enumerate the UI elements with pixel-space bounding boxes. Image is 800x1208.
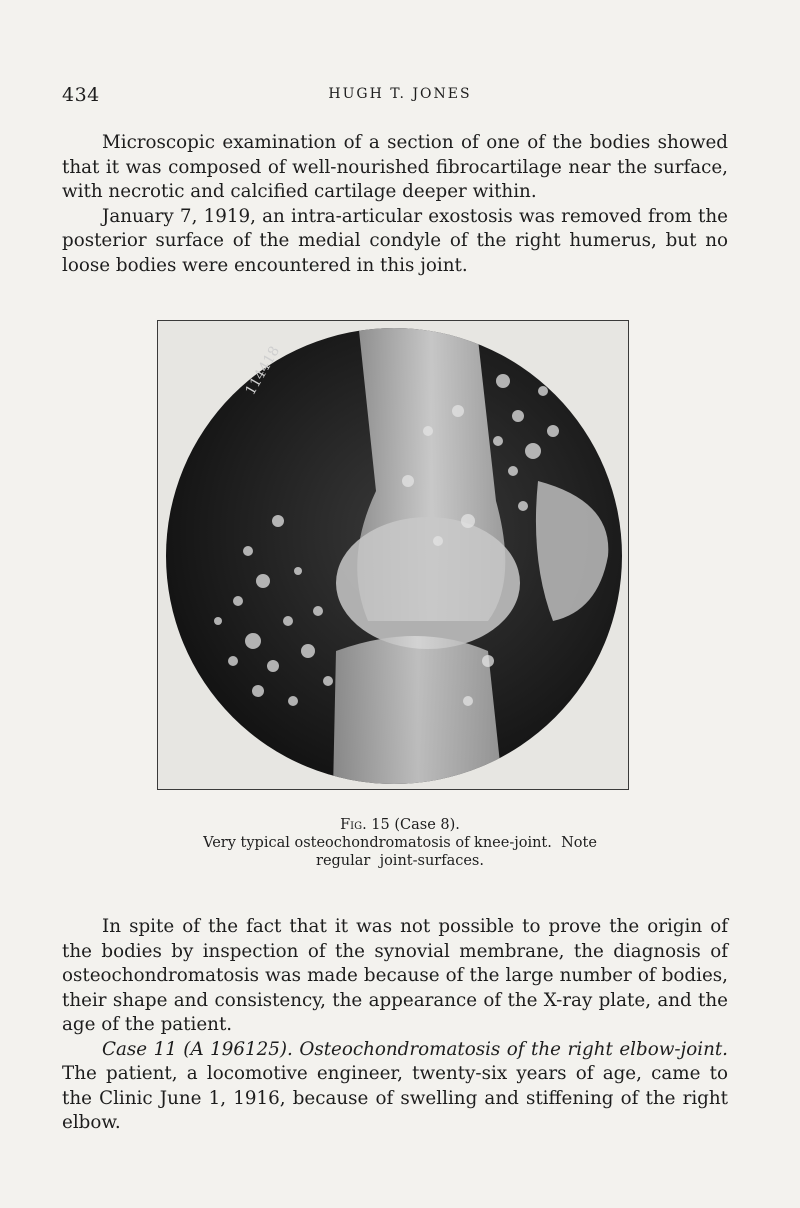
paragraph-january: January 7, 1919, an intra-articular exostosis was removed from the posterior surface of the medial condyle of the right humerus, but no loose bodies were encountered in this joint. <box>62 205 728 276</box>
page-number: 434 <box>62 84 100 106</box>
top-text-block <box>62 131 728 278</box>
caption-line-2: regular joint-surfaces. <box>316 853 484 869</box>
caption-line-1: Very typical osteochondromatosis of knee-joint. Note <box>203 835 597 851</box>
case-11-text: The patient, a locomotive engineer, twenty-six years of age, came to the Clinic June 1, 1916, because of swelling and stiffening of the right elbow. <box>62 1063 728 1133</box>
tibia-shape <box>333 636 503 788</box>
running-head: HUGH T. JONES <box>328 86 472 102</box>
figure-caption <box>0 816 800 870</box>
case-11-heading: Case 11 (A 196125). Osteochondromatosis of the right elbow-joint. <box>102 1038 728 1060</box>
plate-number: 114418 <box>242 343 284 398</box>
condyle-shape <box>336 517 520 649</box>
paragraph-microscopic: Microscopic examination of a section of one of the bodies showed that it was composed of well-nourished fibrocartilage near the surface, with necrotic and calcified cartilage deeper within. <box>62 132 728 202</box>
caption-label: Fig. 15 (Case 8). <box>340 817 460 833</box>
knee-xray-image <box>158 321 627 788</box>
paragraph-case-11 <box>62 1038 728 1136</box>
paragraph-diagnosis: In spite of the fact that it was not possible to prove the origin of the bodies by inspection of the synovial membrane, the diagnosis of osteochondromatosis was made because of the large number of bodies, their shape and consistency, the appearance of the X-ray plate, and the age of the patient. <box>62 916 728 1035</box>
xray-figure <box>157 320 629 790</box>
bottom-text-block <box>62 915 728 1136</box>
